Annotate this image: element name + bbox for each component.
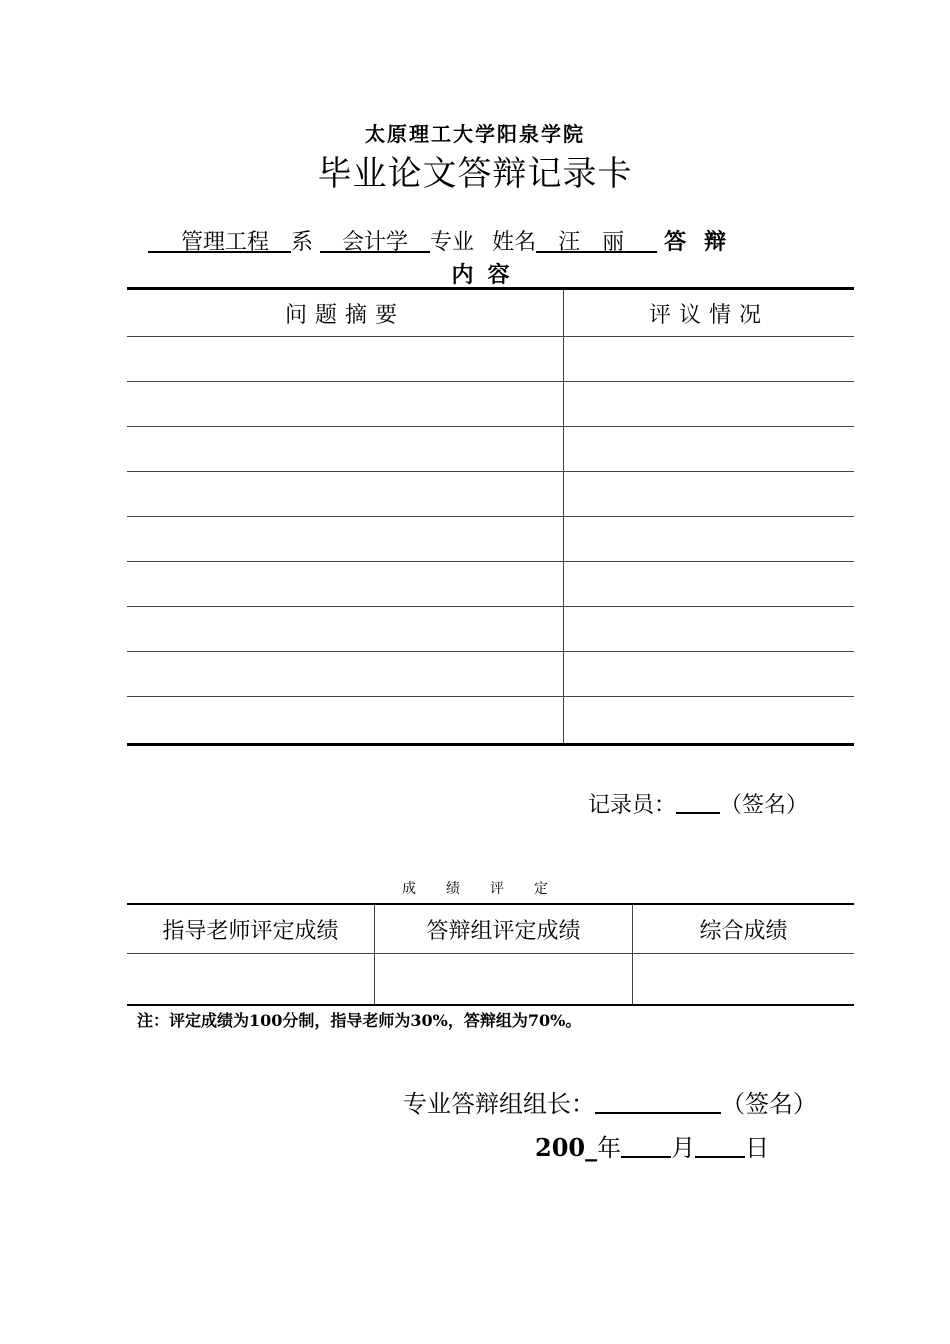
score-header-row bbox=[127, 904, 854, 954]
col-question-header: 问题摘要 bbox=[127, 289, 564, 337]
question-cell[interactable] bbox=[127, 337, 564, 382]
recorder-label: 记录员： bbox=[588, 793, 677, 818]
advisor-score-cell[interactable] bbox=[127, 954, 375, 1006]
school-name: 太原理工大学阳泉学院 bbox=[365, 122, 585, 146]
question-cell[interactable] bbox=[127, 472, 564, 517]
recorder-suffix: （签名） bbox=[720, 793, 809, 818]
leader-signature bbox=[403, 1084, 817, 1119]
total-score-header: 综合成绩 bbox=[633, 904, 855, 954]
leader-suffix: （签名） bbox=[721, 1090, 817, 1118]
comment-cell[interactable] bbox=[564, 652, 855, 697]
table-row bbox=[127, 472, 854, 517]
comment-cell[interactable] bbox=[564, 607, 855, 652]
panel-score-header: 答辩组评定成绩 bbox=[375, 904, 633, 954]
comment-cell[interactable] bbox=[564, 517, 855, 562]
month-label: 月 bbox=[671, 1134, 696, 1162]
comment-cell[interactable] bbox=[564, 697, 855, 745]
advisor-score-header: 指导老师评定成绩 bbox=[127, 904, 375, 954]
content-label-2: 内容 bbox=[451, 262, 524, 288]
comment-cell[interactable] bbox=[564, 337, 855, 382]
total-score-cell[interactable] bbox=[633, 954, 855, 1006]
table-row bbox=[127, 382, 854, 427]
year-prefix: 200_ bbox=[535, 1133, 598, 1162]
table-row bbox=[127, 337, 854, 382]
comment-cell[interactable] bbox=[564, 472, 855, 517]
table-row bbox=[127, 427, 854, 472]
major-value: 会计学 bbox=[342, 230, 409, 255]
question-cell[interactable] bbox=[127, 427, 564, 472]
year-label: 年 bbox=[597, 1134, 622, 1162]
table-row bbox=[127, 562, 854, 607]
score-table bbox=[127, 903, 854, 1006]
recorder-signature-line[interactable] bbox=[676, 790, 720, 814]
date-line bbox=[535, 1128, 769, 1163]
comment-cell[interactable] bbox=[564, 382, 855, 427]
leader-signature-line[interactable] bbox=[595, 1088, 721, 1114]
score-row bbox=[127, 954, 854, 1006]
question-cell[interactable] bbox=[127, 382, 564, 427]
table-row bbox=[127, 697, 854, 745]
qa-header-row bbox=[127, 289, 854, 337]
question-cell[interactable] bbox=[127, 652, 564, 697]
panel-score-cell[interactable] bbox=[375, 954, 633, 1006]
name-label: 姓名 bbox=[492, 230, 537, 255]
qa-table bbox=[127, 287, 854, 746]
department-label: 系 bbox=[291, 230, 314, 255]
leader-label: 专业答辩组组长： bbox=[403, 1090, 595, 1118]
day-label: 日 bbox=[745, 1134, 770, 1162]
table-row bbox=[127, 607, 854, 652]
grading-note: 注：评定成绩为100分制，指导老师为30%，答辩组为70%。 bbox=[137, 1011, 582, 1030]
day-blank[interactable] bbox=[695, 1132, 745, 1158]
document-title: 毕业论文答辩记录卡 bbox=[317, 154, 633, 194]
content-label-1: 答辩 bbox=[664, 229, 745, 255]
col-comment-header: 评议情况 bbox=[564, 289, 855, 337]
comment-cell[interactable] bbox=[564, 562, 855, 607]
student-info-line bbox=[148, 228, 828, 257]
evaluation-title: 成绩评定 bbox=[402, 881, 578, 897]
department-value: 管理工程 bbox=[181, 230, 270, 255]
question-cell[interactable] bbox=[127, 697, 564, 745]
question-cell[interactable] bbox=[127, 517, 564, 562]
table-row bbox=[127, 517, 854, 562]
month-blank[interactable] bbox=[621, 1132, 671, 1158]
major-label: 专业 bbox=[430, 230, 475, 255]
question-cell[interactable] bbox=[127, 562, 564, 607]
question-cell[interactable] bbox=[127, 607, 564, 652]
name-value: 汪 丽 bbox=[558, 230, 625, 255]
recorder-signature bbox=[588, 788, 808, 819]
comment-cell[interactable] bbox=[564, 427, 855, 472]
table-row bbox=[127, 652, 854, 697]
